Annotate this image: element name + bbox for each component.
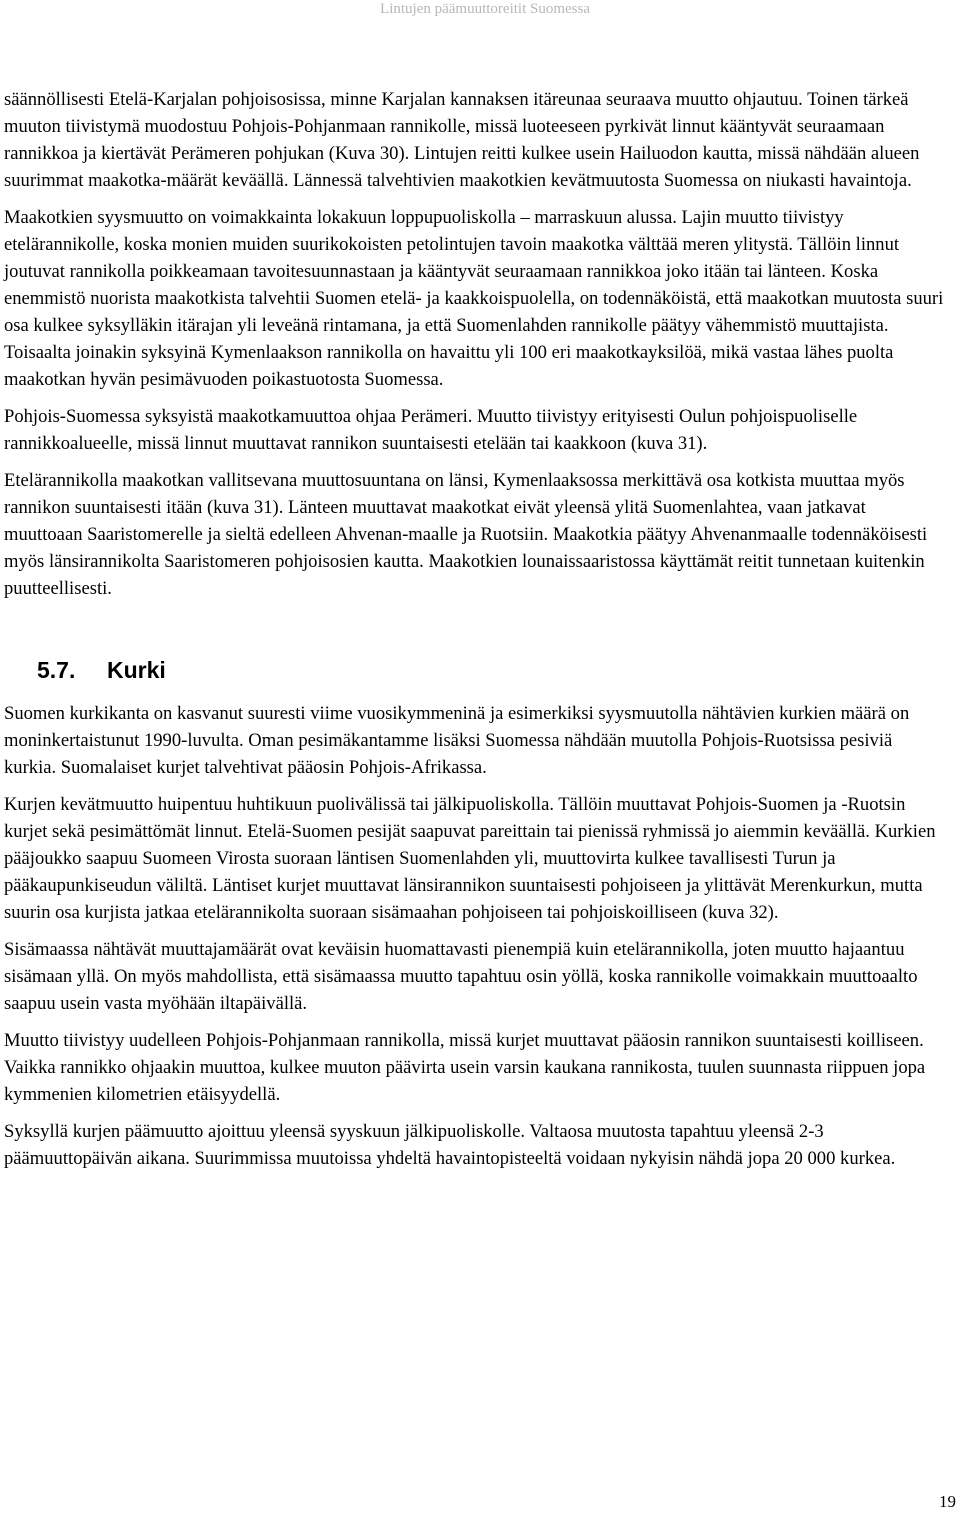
paragraph: Kurjen kevätmuutto huipentuu huhtikuun puolivälissä tai jälkipuoliskolla. Tällöin muuttavat Pohjois-Suomen ja -Ruotsin kurjet sekä pesimättömät linnut. Etelä-Suomen pesijät saapuvat pareittain tai pienissä ryhmissä jo aiemmin keväällä. Kurkien pääjoukko saapuu Suomeen Virosta suoraan läntisen Suomenlahden yli, muuttovirta kulkee tavallisesti Turun ja pääkaupunkiseudun väliltä. Läntiset kurjet muuttavat länsirannikon suuntaisesti pohjoiseen ja ylittävät Merenkurkun, mutta suurin osa kurjista jatkaa etelärannikolta suoraan sisämaahan pohjoiseen tai pohjoiskoilliseen (kuva 32). <box>4 794 936 923</box>
paragraph: Maakotkien syysmuutto on voimakkainta lokakuun loppupuoliskolla – marraskuun alussa. Lajin muutto tiivistyy etelärannikolle, koska monien muiden suurikokoisten petolintujen tavoin maakotka välttää meren ylitystä. Tällöin linnut joutuvat rannikolla poikkeamaan tavoitesuunnastaan ja kääntyvät seuraamaan rannikkoa joko itään tai länteen. Koska enemmistö nuorista maakotkista talvehtii Suomen etelä- ja kaakkoispuolella, on todennäköistä, että maakotkan muutosta suuri osa kulkee syksylläkin itärajan yli leveänä rintamana, ja että Suomenlahden rannikolle päätyy vähemmistö muuttajista. Toisaalta joinakin syksyinä Kymenlaakson rannikolla on havaittu yli 100 eri maakotkayksilöä, mikä vastaa lähes puolta maakotkan hyvän pesimävuoden poikastuotosta Suomessa. <box>4 207 944 390</box>
paragraph: Pohjois-Suomessa syksyistä maakotkamuuttoa ohjaa Perämeri. Muutto tiivistyy erityisesti Oulun pohjoispuoliselle rannikkoalueelle, missä linnut muuttavat rannikon suuntaisesti etelään tai kaakkoon (kuva 31). <box>4 406 858 454</box>
page-number: 19 <box>939 1492 956 1511</box>
document-body <box>4 86 944 1182</box>
paragraph: Muutto tiivistyy uudelleen Pohjois-Pohjanmaan rannikolla, missä kurjet muuttavat pääosin rannikon suuntaisesti koilliseen. Vaikka rannikko ohjaakin muuttoa, kulkee muuton päävirta usein varsin kaukana rannikosta, tuulen suunnasta riippuen jopa kymmenien kilometrien etäisyydellä. <box>4 1030 926 1105</box>
paragraph: säännöllisesti Etelä-Karjalan pohjoisosissa, minne Karjalan kannaksen itäreunaa seuraava muutto ohjautuu. Toinen tärkeä muuton tiivistymä muodostuu Pohjois-Pohjanmaan rannikolle, missä luoteeseen pyrkivät linnut kääntyvät seuraamaan rannikkoa ja kiertävät Perämeren pohjukan (Kuva 30). Lintujen reitti kulkee usein Hailuodon kautta, missä nähdään alueen suurimmat maakotka-määrät keväällä. Lännessä talvehtivien maakotkien kevätmuutosta Suomessa on niukasti havaintoja. <box>4 89 920 191</box>
running-header: Lintujen päämuuttoreitit Suomessa <box>380 1 590 17</box>
paragraph: Suomen kurkikanta on kasvanut suuresti viime vuosikymmeninä ja esimerkiksi syysmuutolla nähtävien kurkien määrä on moninkertaistunut 1990-luvulta. Oman pesimäkantamme lisäksi Suomessa nähdään muutolla Pohjois-Ruotsissa pesiviä kurkia. Suomalaiset kurjet talvehtivat pääosin Pohjois-Afrikassa. <box>4 703 910 778</box>
paragraph: Etelärannikolla maakotkan vallitsevana muuttosuuntana on länsi, Kymenlaaksossa merkittävä osa kotkista muuttaa myös rannikon suuntaisesti itään (kuva 31). Länteen muuttavat maakotkat eivät yleensä ylitä Suomenlahtea, vaan jatkavat muuttoaan Saaristomerelle ja sieltä edelleen Ahvenan-maalle ja Ruotsiin. Maakotkia päätyy Ahvenanmaalle todennäköisesti myös länsirannikolta Saaristomeren pohjoisosien kautta. Maakotkien lounaissaaristossa käyttämät reitit tunnetaan kuitenkin puutteellisesti. <box>4 470 928 599</box>
paragraph: Syksyllä kurjen päämuutto ajoittuu yleensä syyskuun jälkipuoliskolle. Valtaosa muutosta tapahtuu yleensä 2-3 päämuuttopäivän aikana. Suurimmissa muutoissa yhdeltä havaintopisteeltä voidaan nykyisin nähdä jopa 20 000 kurkea. <box>4 1121 896 1169</box>
section-number: 5.7. <box>37 657 76 683</box>
paragraph: Sisämaassa nähtävät muuttajamäärät ovat keväisin huomattavasti pienempiä kuin etelärannikolla, joten muutto hajaantuu sisämaan yllä. On myös mahdollista, että sisämaassa muutto tapahtuu osin yöllä, koska rannikolle voimakkain muuttoaalto saapuu usein vasta myöhään iltapäivällä. <box>4 939 918 1014</box>
section-heading <box>37 656 944 684</box>
section-title: Kurki <box>107 657 166 683</box>
